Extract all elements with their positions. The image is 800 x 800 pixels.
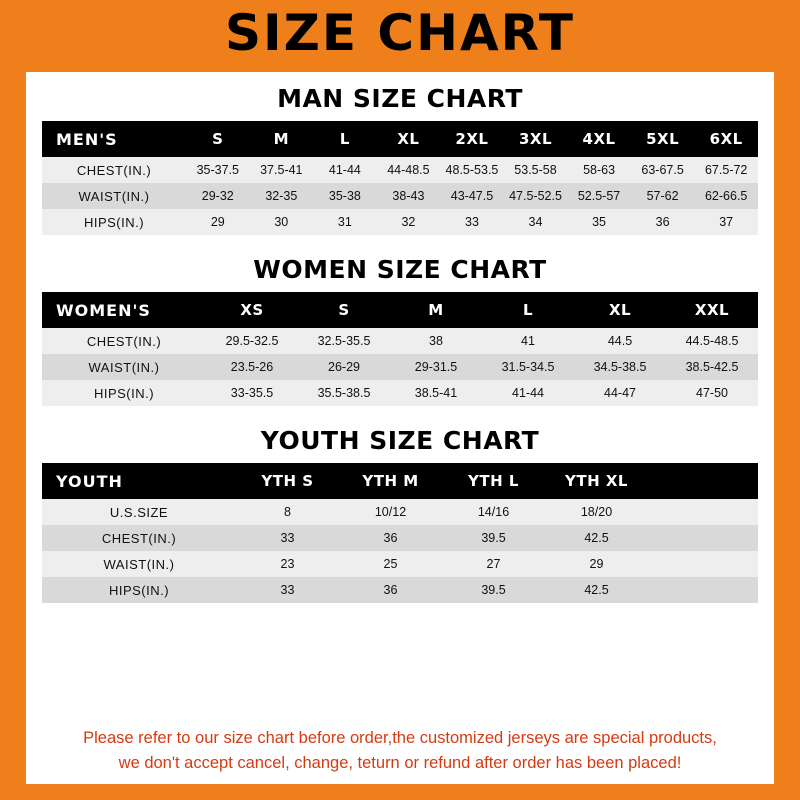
men-col-5: 3XL xyxy=(504,121,568,157)
youth-r0-spacer xyxy=(648,499,758,525)
women-col-3: L xyxy=(482,292,574,328)
men-col-6: 4XL xyxy=(567,121,631,157)
men-r2-c3: 32 xyxy=(377,209,441,235)
men-r0-c8: 67.5-72 xyxy=(694,157,758,183)
women-corner-label: WOMEN'S xyxy=(42,292,206,328)
men-r2-c8: 37 xyxy=(694,209,758,235)
youth-r2-c2: 27 xyxy=(442,551,545,577)
women-r2-c4: 44-47 xyxy=(574,380,666,406)
men-section xyxy=(26,72,774,235)
footer-note-line-2: we don't accept cancel, change, teturn or refund after order has been placed! xyxy=(118,754,682,772)
youth-r2-c0: 23 xyxy=(236,551,339,577)
men-r1-c5: 47.5-52.5 xyxy=(504,183,568,209)
youth-r3-c2: 39.5 xyxy=(442,577,545,603)
youth-r1-c3: 42.5 xyxy=(545,525,648,551)
women-r1-c2: 29-31.5 xyxy=(390,354,482,380)
men-r1-c7: 57-62 xyxy=(631,183,695,209)
men-size-table xyxy=(42,121,758,235)
women-r0-c1: 32.5-35.5 xyxy=(298,328,390,354)
women-col-4: XL xyxy=(574,292,666,328)
men-r0-c1: 37.5-41 xyxy=(250,157,314,183)
table-row xyxy=(42,183,758,209)
table-header-row xyxy=(42,463,758,499)
youth-col-3: YTH XL xyxy=(545,463,648,499)
table-row xyxy=(42,328,758,354)
youth-r1-c0: 33 xyxy=(236,525,339,551)
men-r2-c0: 29 xyxy=(186,209,250,235)
men-r2-c5: 34 xyxy=(504,209,568,235)
youth-col-0: YTH S xyxy=(236,463,339,499)
table-header-row xyxy=(42,121,758,157)
men-r1-c6: 52.5-57 xyxy=(567,183,631,209)
women-row-1-label: WAIST(IN.) xyxy=(42,354,206,380)
women-r2-c1: 35.5-38.5 xyxy=(298,380,390,406)
youth-r1-c2: 39.5 xyxy=(442,525,545,551)
youth-r0-c0: 8 xyxy=(236,499,339,525)
youth-r0-c3: 18/20 xyxy=(545,499,648,525)
men-r1-c0: 29-32 xyxy=(186,183,250,209)
men-r0-c6: 58-63 xyxy=(567,157,631,183)
page-title: SIZE CHART xyxy=(224,4,576,62)
bottom-border xyxy=(0,784,800,800)
women-r2-c5: 47-50 xyxy=(666,380,758,406)
table-header-row xyxy=(42,292,758,328)
youth-section-title: YOUTH SIZE CHART xyxy=(260,426,540,455)
men-r2-c2: 31 xyxy=(313,209,377,235)
footer-note xyxy=(26,720,774,784)
men-r0-c3: 44-48.5 xyxy=(377,157,441,183)
men-row-1-label: WAIST(IN.) xyxy=(42,183,186,209)
youth-row-2-label: WAIST(IN.) xyxy=(42,551,236,577)
chart-content xyxy=(26,72,774,784)
youth-size-table xyxy=(42,463,758,603)
right-border xyxy=(774,0,800,800)
women-col-5: XXL xyxy=(666,292,758,328)
women-row-2-label: HIPS(IN.) xyxy=(42,380,206,406)
youth-section xyxy=(26,406,774,603)
men-r1-c2: 35-38 xyxy=(313,183,377,209)
table-row xyxy=(42,499,758,525)
women-r1-c4: 34.5-38.5 xyxy=(574,354,666,380)
left-border xyxy=(0,0,26,800)
youth-r2-c3: 29 xyxy=(545,551,648,577)
women-r0-c2: 38 xyxy=(390,328,482,354)
women-col-2: M xyxy=(390,292,482,328)
women-r0-c5: 44.5-48.5 xyxy=(666,328,758,354)
men-r1-c8: 62-66.5 xyxy=(694,183,758,209)
youth-row-3-label: HIPS(IN.) xyxy=(42,577,236,603)
women-section xyxy=(26,235,774,406)
women-col-0: XS xyxy=(206,292,298,328)
women-r0-c3: 41 xyxy=(482,328,574,354)
women-section-title: WOMEN SIZE CHART xyxy=(253,255,547,284)
men-col-7: 5XL xyxy=(631,121,695,157)
table-row xyxy=(42,157,758,183)
men-r1-c3: 38-43 xyxy=(377,183,441,209)
men-row-0-label: CHEST(IN.) xyxy=(42,157,186,183)
men-corner-label: MEN'S xyxy=(42,121,186,157)
men-r2-c1: 30 xyxy=(250,209,314,235)
women-r1-c1: 26-29 xyxy=(298,354,390,380)
women-r2-c2: 38.5-41 xyxy=(390,380,482,406)
women-r1-c0: 23.5-26 xyxy=(206,354,298,380)
youth-row-0-label: U.S.SIZE xyxy=(42,499,236,525)
youth-r1-c1: 36 xyxy=(339,525,442,551)
men-r2-c7: 36 xyxy=(631,209,695,235)
men-col-0: S xyxy=(186,121,250,157)
men-r0-c5: 53.5-58 xyxy=(504,157,568,183)
women-row-0-label: CHEST(IN.) xyxy=(42,328,206,354)
men-section-title: MAN SIZE CHART xyxy=(277,84,523,113)
table-row xyxy=(42,551,758,577)
women-size-table xyxy=(42,292,758,406)
men-r1-c4: 43-47.5 xyxy=(440,183,504,209)
youth-r3-c1: 36 xyxy=(339,577,442,603)
table-row xyxy=(42,577,758,603)
men-r2-c6: 35 xyxy=(567,209,631,235)
youth-r3-spacer xyxy=(648,577,758,603)
men-r1-c1: 32-35 xyxy=(250,183,314,209)
footer-note-line-1: Please refer to our size chart before order,the customized jerseys are special products, xyxy=(83,729,717,747)
youth-col-spacer xyxy=(648,463,758,499)
women-r1-c5: 38.5-42.5 xyxy=(666,354,758,380)
table-row xyxy=(42,354,758,380)
youth-row-1-label: CHEST(IN.) xyxy=(42,525,236,551)
women-r2-c0: 33-35.5 xyxy=(206,380,298,406)
men-r0-c2: 41-44 xyxy=(313,157,377,183)
youth-r0-c1: 10/12 xyxy=(339,499,442,525)
women-r0-c0: 29.5-32.5 xyxy=(206,328,298,354)
men-col-8: 6XL xyxy=(694,121,758,157)
youth-r3-c0: 33 xyxy=(236,577,339,603)
women-r0-c4: 44.5 xyxy=(574,328,666,354)
women-r1-c3: 31.5-34.5 xyxy=(482,354,574,380)
men-r2-c4: 33 xyxy=(440,209,504,235)
youth-corner-label: YOUTH xyxy=(42,463,236,499)
men-r0-c7: 63-67.5 xyxy=(631,157,695,183)
men-col-4: 2XL xyxy=(440,121,504,157)
men-r0-c4: 48.5-53.5 xyxy=(440,157,504,183)
table-row xyxy=(42,380,758,406)
youth-r2-spacer xyxy=(648,551,758,577)
table-row xyxy=(42,209,758,235)
youth-r3-c3: 42.5 xyxy=(545,577,648,603)
youth-col-2: YTH L xyxy=(442,463,545,499)
table-row xyxy=(42,525,758,551)
youth-r1-spacer xyxy=(648,525,758,551)
men-col-3: XL xyxy=(377,121,441,157)
men-r0-c0: 35-37.5 xyxy=(186,157,250,183)
women-col-1: S xyxy=(298,292,390,328)
youth-r2-c1: 25 xyxy=(339,551,442,577)
women-r2-c3: 41-44 xyxy=(482,380,574,406)
men-row-2-label: HIPS(IN.) xyxy=(42,209,186,235)
youth-r0-c2: 14/16 xyxy=(442,499,545,525)
men-col-1: M xyxy=(250,121,314,157)
youth-col-1: YTH M xyxy=(339,463,442,499)
men-col-2: L xyxy=(313,121,377,157)
